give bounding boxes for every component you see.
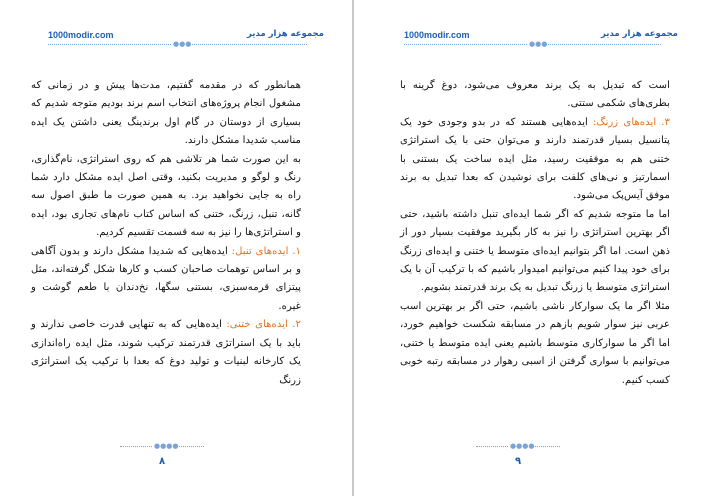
paragraph-text: است که تبدیل به یک برند معروف می‌شود، دوغ گرینه با بطری‌های شکمی ستتی. xyxy=(400,80,670,110)
right-page-body xyxy=(400,77,670,390)
paragraph-lead: ۳. ایده‌های زرنگ: xyxy=(593,116,670,128)
paragraph xyxy=(400,298,670,390)
paragraph-lead: ۱. ایده‌های تنبل: xyxy=(231,245,301,257)
paragraph-lead: ۲. ایده‌های ختنی: xyxy=(226,319,302,331)
paragraph xyxy=(400,114,670,206)
header-site-right[interactable]: 1000modir.com xyxy=(404,30,470,40)
page-number-left: ۸ xyxy=(158,456,166,467)
paragraph xyxy=(31,243,301,317)
footer-rule-right-b xyxy=(530,446,560,447)
right-page xyxy=(354,0,706,496)
left-page xyxy=(0,0,352,496)
header-rule-left-b xyxy=(189,44,307,45)
paragraph-text: اما ما متوجه شدیم که اگر شما ایده‌ای تنبل داشته باشید، حتی اگر بهترین استراتژی را نیز به کار بگیرید موفقیت بسیار دور از ذهن است. اما اگر بتوانیم ایده‌ای متوسط یا ختنی و ایده‌ای زرنگ برای خود پیدا کنیم می‌توانیم امیدوار باشیم که با ترکیب آن با یک استراتژی متوسط یا زرنگ تبدیل به یک برند قدرتمند بشویم. xyxy=(400,208,670,294)
paragraph-text: ایده‌هایی که شدیدا مشکل دارند و بدون آگاهی و بر اساس توهمات صاحبان کسب و کارها شکل گرفته‌اند، مثل پیتزای قرمه‌سبزی، بستنی سگها، نخ‌دندان با طعم گوشت و غیره. xyxy=(31,245,301,312)
page-number-right: ۹ xyxy=(514,456,522,467)
header-title-right: مجموعه هزار مدیر xyxy=(601,29,678,39)
paragraph-text: ایده‌هایی که به تنهایی قدرت خاصی ندارند و باید با یک استراتژی قدرتمند ترکیب شوند، مثل ایده راه‌اندازی یک کارخانه لبنیات و تولید دوغ که بعدا با ترکیب یک استراتژی زرنگ xyxy=(31,319,301,386)
header-rule-right-b xyxy=(545,44,661,45)
header-rule-left-a xyxy=(48,44,171,45)
header-rule-right-a xyxy=(404,44,527,45)
footer-ornament-left: ●●●● xyxy=(154,442,179,450)
footer-rule-left-b xyxy=(174,446,204,447)
header-site-left[interactable]: 1000modir.com xyxy=(48,30,114,40)
header-title-left: مجموعه هزار مدیر xyxy=(247,29,324,39)
paragraph-text: همانطور که در مقدمه گفتیم، مدت‌ها پیش و در زمانی که مشغول انجام پروژه‌های انتخاب اسم برند بودیم متوجه شدیم که بسیاری از دوستان در گام اول برندینگ یعنی داشتن یک ایده مناسب شدیدا مشکل دارند. xyxy=(31,80,301,147)
paragraph-text: به این صورت شما هر تلاشی هم که روی استراتژی، نام‌گذاری، رنگ و لوگو و مدیریت بکنید، وقتی اصل ایده مشکل دارد شما راه به جایی نخواهید برد. به همین صورت ما طبق اصول سه گانه، تنبل، زرنگ، ختنی که اساس کتاب نام‌های تجاری بود، ایده و استراتژی‌ها را نیز به سه قسمت تقسیم کردیم. xyxy=(31,153,301,239)
paragraph xyxy=(31,151,301,243)
footer-rule-left-a xyxy=(120,446,152,447)
paragraph xyxy=(31,316,301,390)
footer-ornament-right: ●●●● xyxy=(510,442,535,450)
paragraph-text: ایده‌هایی هستند که در بدو وجودی خود یک پتانسیل بسیار قدرتمند دارند و می‌توان حتی با یک استراتژی ختنی هم به موفقیت رسید، مثل ایده ساخت یک بستنی با اسمارتیز و نی‌های کلفت برای نوشیدن که بعدا تبدیل به برند موفق آیس‌پک می‌شود. xyxy=(400,116,670,202)
paragraph xyxy=(400,206,670,298)
paragraph xyxy=(400,77,670,114)
paragraph xyxy=(31,77,301,151)
header-ornament-left: ●●● xyxy=(173,40,192,48)
paragraph-text: مثلا اگر ما یک سوارکار ناشی باشیم، حتی اگر بر بهترین اسب عربی نیز سوار شویم بازهم در مسابقه شکست خواهیم خورد، اما اگر ما سوارکاری متوسط باشیم یعنی ایده متوسط یا ختنی، می‌توانیم با سواری گرفتن از اسبی رهوار در مسابقه رتبه خوبی کسب کنیم. xyxy=(400,300,670,386)
footer-rule-right-a xyxy=(476,446,508,447)
left-page-body xyxy=(31,77,301,390)
header-ornament-right: ●●● xyxy=(529,40,548,48)
